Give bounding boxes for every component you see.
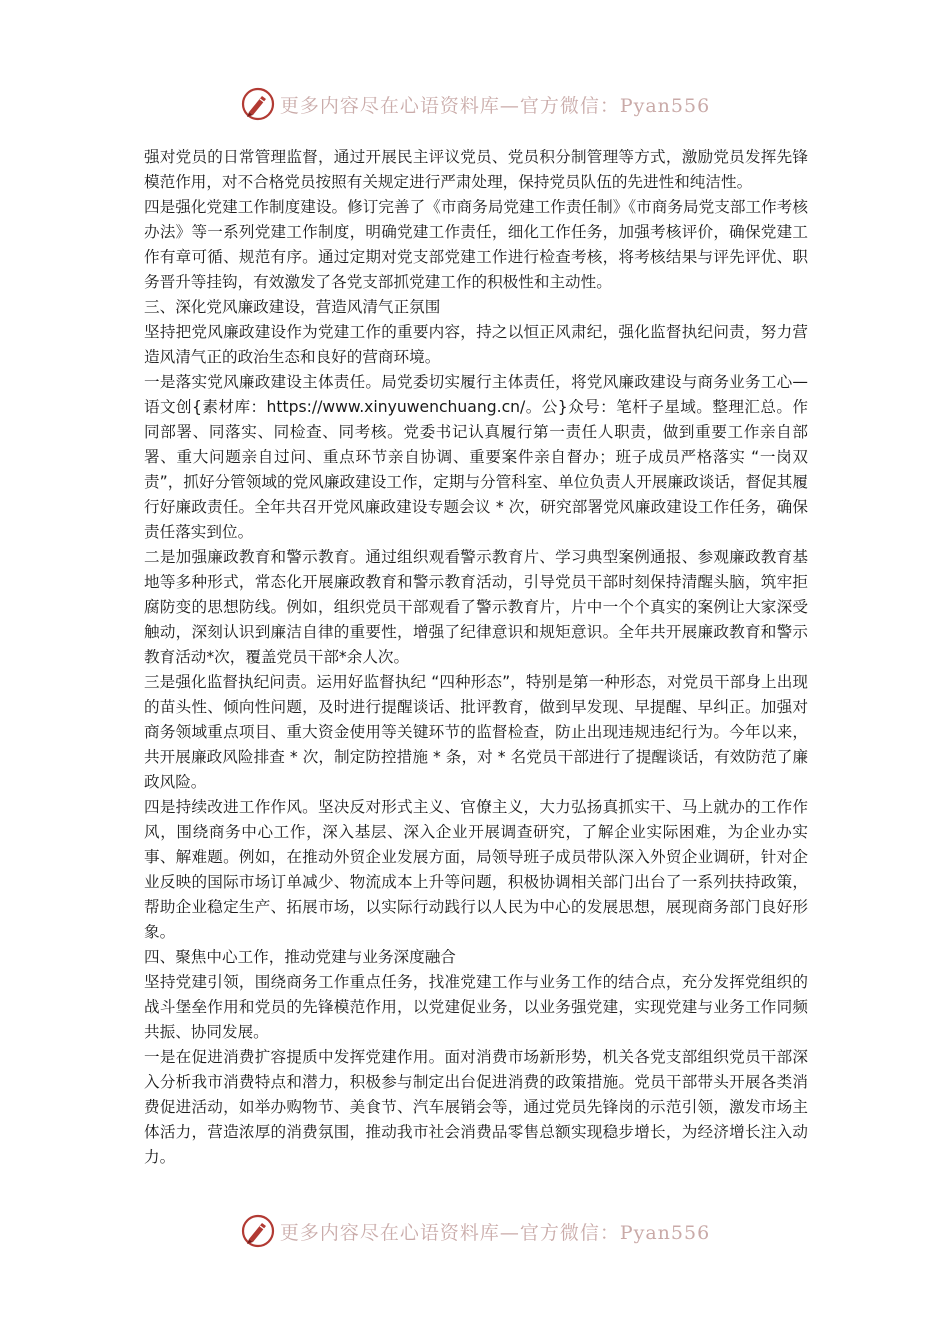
paragraph: 三是强化监督执纪问责。运用好监督执纪 “四种形态”，特别是第一种形态，对党员干部身上出现的苗头性、倾向性问题，及时进行提醒谈话、批评教育，做到早发现、早提醒、早纠正。加强对商务领域重点项目、重大资金使用等关键环节的监督检查，防止出现违规违纪行为。今年以来，共开展廉政风险排查 * 次，制定防控措施 * 条，对 * 名党员干部进行了提醒谈话，有效防范了廉政风险。 — [144, 673, 808, 791]
paragraph: 四是持续改进工作作风。坚决反对形式主义、官僚主义，大力弘扬真抓实干、马上就办的工作作风，围绕商务中心工作，深入基层、深入企业开展调查研究，了解企业实际困难，为企业办实事、解难题。例如，在推动外贸企业发展方面，局领导班子成员带队深入外贸企业调研，针对企业反映的国际市场订单减少、物流成本上升等问题，积极协调相关部门出台了一系列扶持政策，帮助企业稳定生产、拓展市场，以实际行动践行以人民为中心的发展思想，展现商务部门良好形象。 — [144, 798, 808, 941]
document-body — [144, 145, 808, 1170]
pen-logo-icon — [240, 86, 276, 122]
section-heading: 三、深化党风廉政建设，营造风清气正氛围 — [144, 298, 441, 316]
paragraph: 二是加强廉政教育和警示教育。通过组织观看警示教育片、学习典型案例通报、参观廉政教育基地等多种形式，常态化开展廉政教育和警示教育活动，引导党员干部时刻保持清醒头脑，筑牢拒腐防变的思想防线。例如，组织党员干部观看了警示教育片，片中一个个真实的案例让大家深受触动，深刻认识到廉洁自律的重要性，增强了纪律意识和规矩意识。全年共开展廉政教育和警示教育活动*次，覆盖党员干部*余人次。 — [144, 548, 808, 666]
paragraph: 四是强化党建工作制度建设。修订完善了《市商务局党建工作责任制》《市商务局党支部工作考核办法》等一系列党建工作制度，明确党建工作责任，细化工作任务，加强考核评价，确保党建工作有章可循、规范有序。通过定期对党支部党建工作进行检查考核，将考核结果与评先评优、职务晋升等挂钩，有效激发了各党支部抓党建工作的积极性和主动性。 — [144, 198, 808, 291]
paragraph: 坚持把党风廉政建设作为党建工作的重要内容，持之以恒正风肃纪，强化监督执纪问责，努力营造风清气正的政治生态和良好的营商环境。 — [144, 323, 808, 366]
section-heading: 四、聚焦中心工作，推动党建与业务深度融合 — [144, 948, 456, 966]
footer-banner-text: 更多内容尽在心语资料库—官方微信：Pyan556 — [279, 1221, 711, 1244]
header-banner — [0, 84, 950, 124]
paragraph: 强对党员的日常管理监督，通过开展民主评议党员、党员积分制管理等方式，激励党员发挥先锋模范作用，对不合格党员按照有关规定进行严肃处理，保持党员队伍的先进性和纯洁性。 — [144, 148, 808, 191]
paragraph: 坚持党建引领，围绕商务工作重点任务，找准党建工作与业务工作的结合点，充分发挥党组织的战斗堡垒作用和党员的先锋模范作用，以党建促业务，以业务强党建，实现党建与业务工作同频共振、协同发展。 — [144, 973, 808, 1041]
header-banner-text: 更多内容尽在心语资料库—官方微信：Pyan556 — [279, 94, 711, 117]
paragraph: 一是落实党风廉政建设主体责任。局党委切实履行主体责任，将党风廉政建设与商务业务工心—语文创{素材库：https://www.xinyuwenchuang.cn/。公}众号：笔杆子星域。整理汇总。作同部署、同落实、同检查、同考核。党委书记认真履行第一责任人职责，做到重要工作亲自部署、重大问题亲自过问、重点环节亲自协调、重要案件亲自督办；班子成员严格落实 “一岗双责”，抓好分管领域的党风廉政建设工作，定期与分管科室、单位负责人开展廉政谈话，督促其履行好廉政责任。全年共召开党风廉政建设专题会议 * 次，研究部署党风廉政建设工作任务，确保责任落实到位。 — [144, 373, 808, 541]
pen-logo-icon — [240, 1213, 276, 1249]
paragraph: 一是在促进消费扩容提质中发挥党建作用。面对消费市场新形势，机关各党支部组织党员干部深入分析我市消费特点和潜力，积极参与制定出台促进消费的政策措施。党员干部带头开展各类消费促进活动，如举办购物节、美食节、汽车展销会等，通过党员先锋岗的示范引领，激发市场主体活力，营造浓厚的消费氛围，推动我市社会消费品零售总额实现稳步增长，为经济增长注入动力。 — [144, 1048, 808, 1166]
footer-banner — [0, 1211, 950, 1251]
